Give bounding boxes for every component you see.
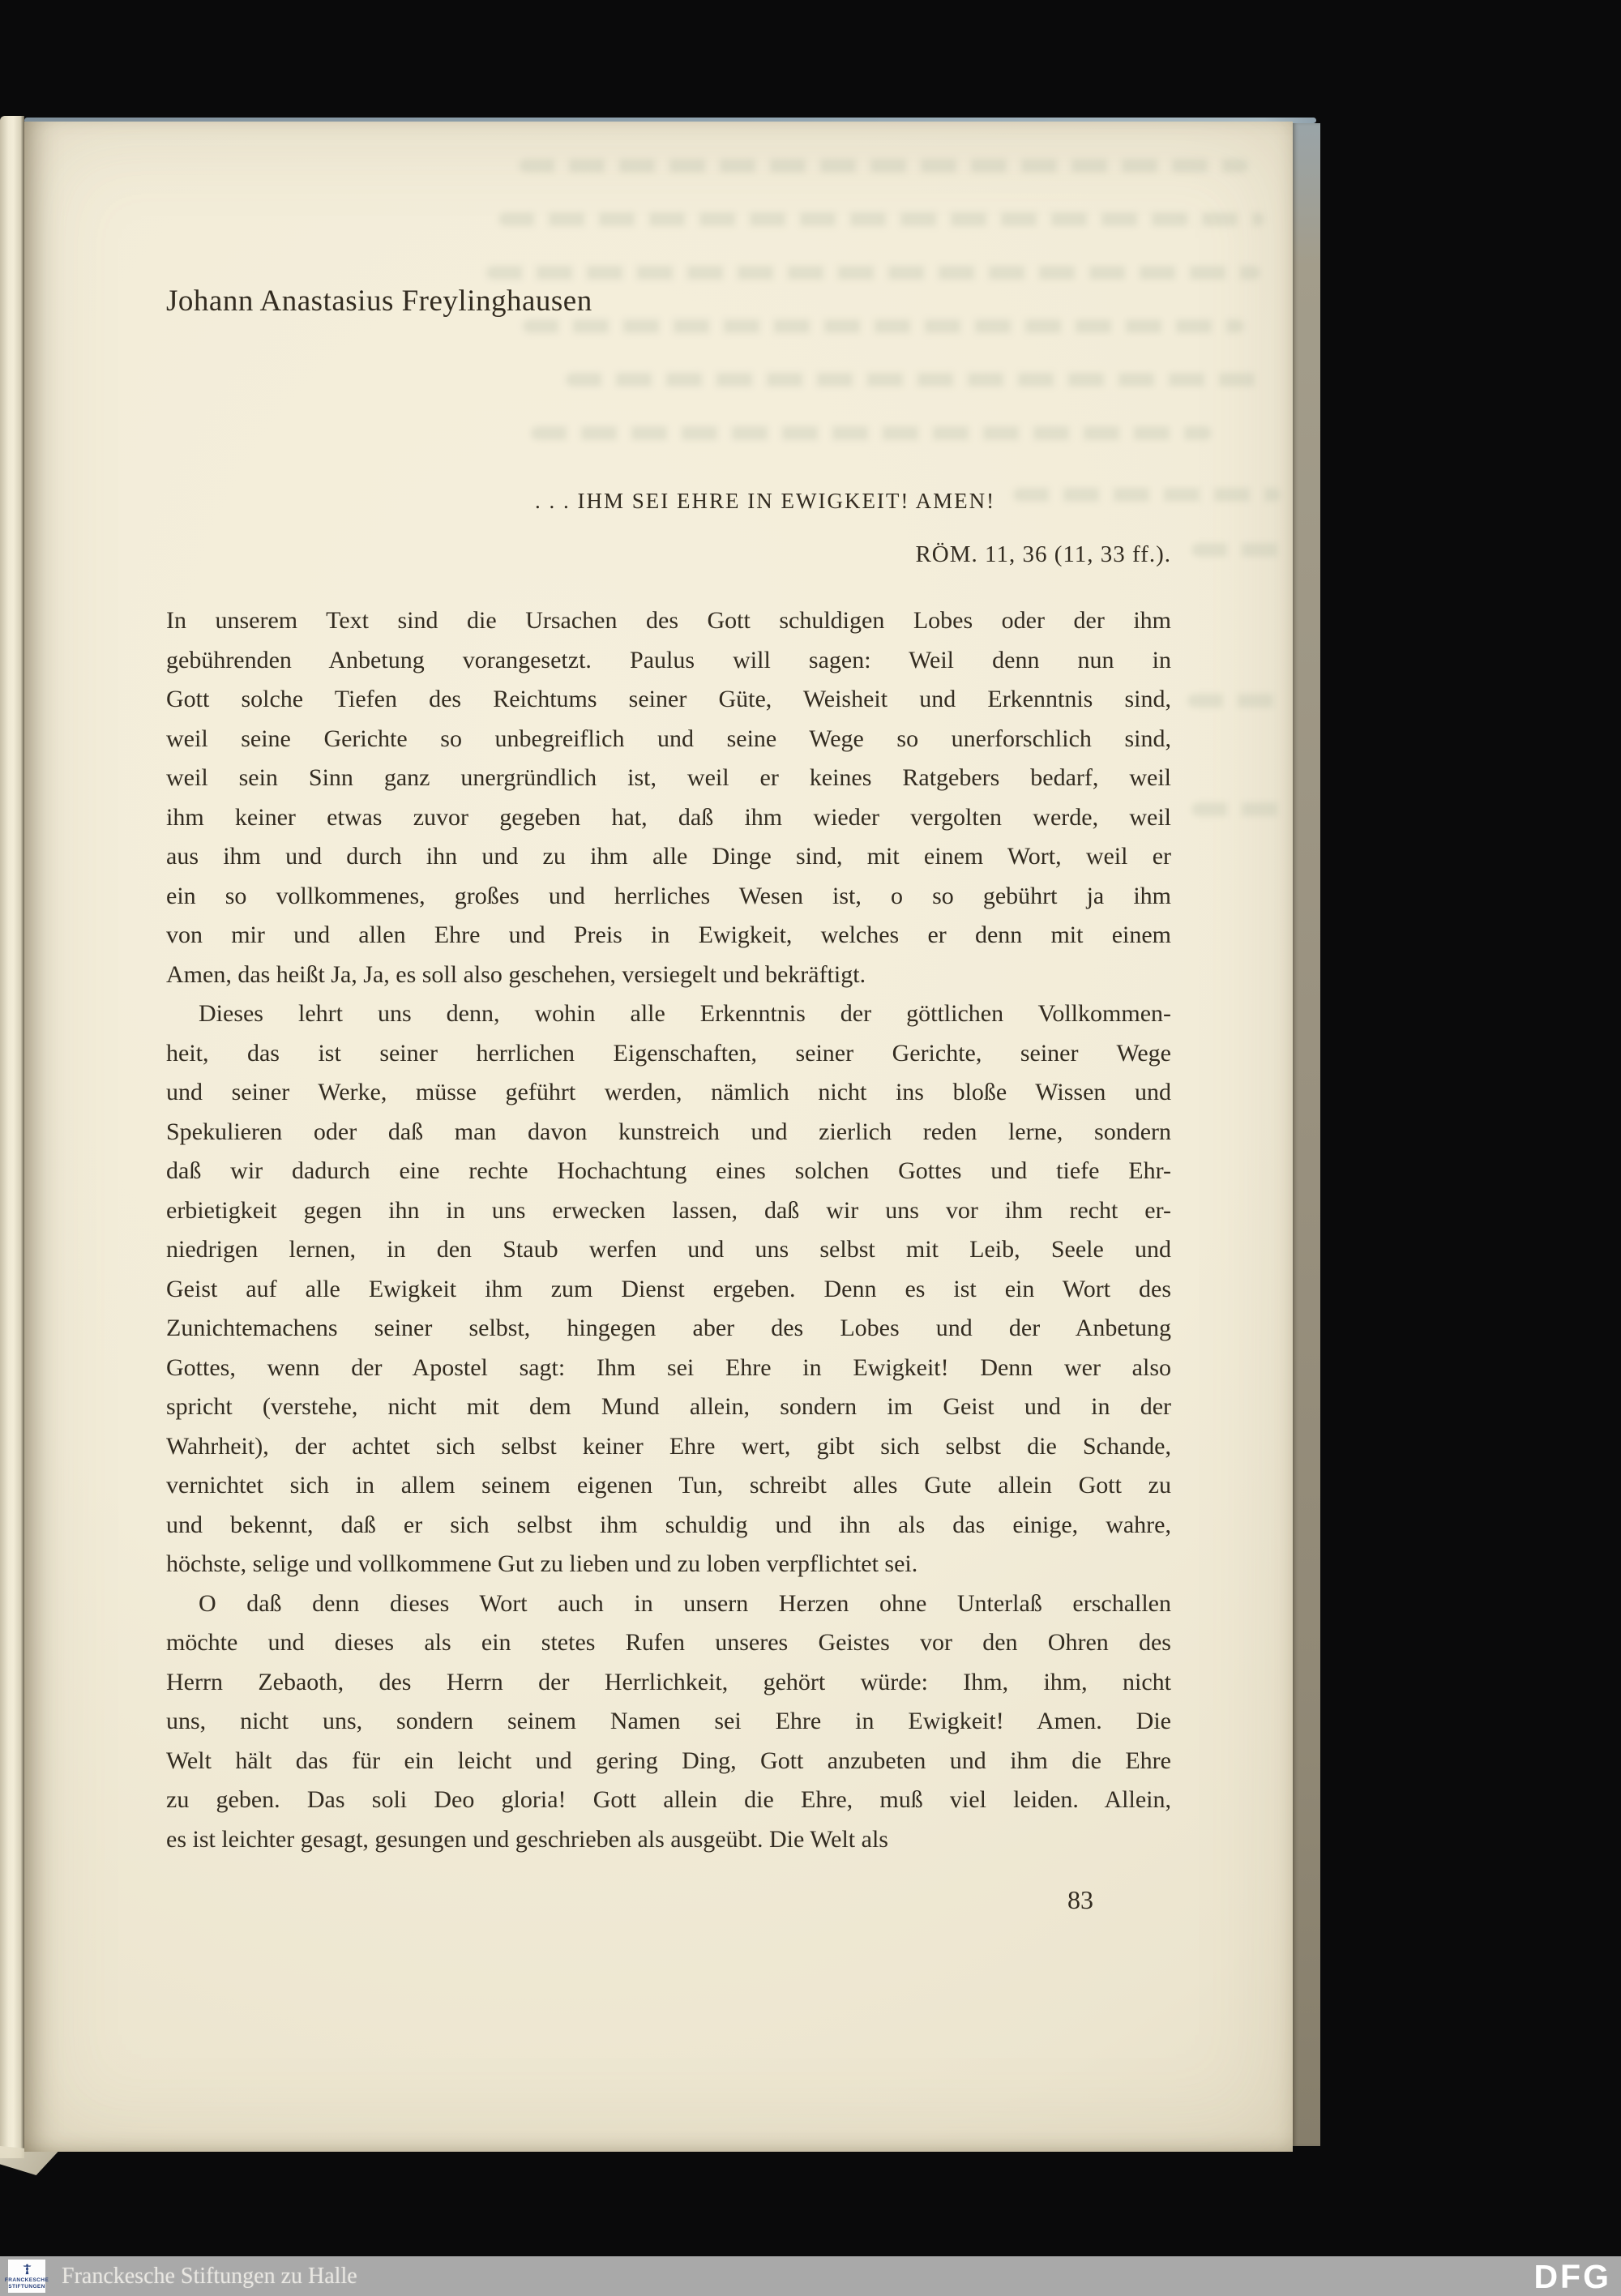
viewer-footer-bar xyxy=(0,2256,1621,2296)
body-text xyxy=(166,601,1171,1859)
bleedthrough-line xyxy=(523,319,1244,333)
text-line: Spekulieren oder daß man davon kunstreich und zierlich reden lerne, sondern xyxy=(166,1118,1171,1145)
adjacent-page-edge xyxy=(0,116,24,2158)
text-line: aus ihm und durch ihn und zu ihm alle Dinge sind, mit einem Wort, weil er xyxy=(166,843,1171,870)
text-line: In unserem Text sind die Ursachen des Gott schuldigen Lobes oder der ihm xyxy=(166,607,1171,634)
running-header: Johann Anastasius Freylinghausen xyxy=(166,284,592,318)
text-line: es ist leichter gesagt, gesungen und geschrieben als ausgeübt. Die Welt als xyxy=(166,1825,888,1853)
text-line: Geist auf alle Ewigkeit ihm zum Dienst ergeben. Denn es ist ein Wort des xyxy=(166,1275,1171,1302)
bleedthrough-line xyxy=(498,212,1264,226)
bleedthrough-line xyxy=(566,373,1263,387)
logo-text: STIFTUNGEN xyxy=(8,2283,45,2290)
text-line: möchte und dieses als ein stetes Rufen unseres Geistes vor den Ohren des xyxy=(166,1629,1171,1656)
text-line: Dieses lehrt uns denn, wohin alle Erkenntnis der göttlichen Vollkommen- xyxy=(199,1000,1171,1027)
text-line: von mir und allen Ehre und Preis in Ewigkeit, welches er denn mit einem xyxy=(166,921,1171,948)
text-line: Zunichtemachens seiner selbst, hingegen aber des Lobes und der Anbetung xyxy=(166,1315,1171,1341)
dfg-logo: DFG xyxy=(1533,2258,1611,2295)
text-line: Gott solche Tiefen des Reichtums seiner Güte, Weisheit und Erkenntnis sind, xyxy=(166,686,1171,712)
text-line: Herrn Zebaoth, des Herrn der Herrlichkeit, gehört würde: Ihm, ihm, nicht xyxy=(166,1668,1171,1695)
bleedthrough-line xyxy=(1187,694,1285,708)
text-line: Wahrheit), der achtet sich selbst keiner Ehre wert, gibt sich selbst die Schande, xyxy=(166,1432,1171,1460)
text-line: ein so vollkommenes, großes und herrliches Wesen ist, o so gebührt ja ihm xyxy=(166,882,1171,909)
bleedthrough-line xyxy=(531,426,1212,440)
scripture-reference: RÖM. 11, 36 (11, 33 ff.). xyxy=(915,541,1171,567)
text-line: uns, nicht uns, sondern seinem Namen sei Ehre in Ewigkeit! Amen. Die xyxy=(166,1708,1171,1734)
text-line: gebührenden Anbetung vorangesetzt. Paulus will sagen: Weil denn nun in xyxy=(166,646,1171,673)
text-line: zu geben. Das soli Deo gloria! Gott allein die Ehre, muß viel leiden. Allein, xyxy=(166,1786,1171,1813)
epigraph: . . . IHM SEI EHRE IN EWIGKEIT! AMEN! xyxy=(535,489,996,513)
text-line: O daß denn dieses Wort auch in unsern Herzen ohne Unterlaß erschallen xyxy=(199,1589,1171,1617)
bleedthrough-line xyxy=(519,159,1248,173)
bleedthrough-line xyxy=(1013,488,1281,502)
text-line: Amen, das heißt Ja, Ja, es soll also geschehen, versiegelt und bekräftigt. xyxy=(166,960,866,988)
text-line: weil seine Gerichte so unbegreiflich und seine Wege so unerforschlich sind, xyxy=(166,725,1171,752)
text-line: heit, das ist seiner herrlichen Eigenschaften, seiner Gerichte, seiner Wege xyxy=(166,1039,1171,1067)
text-line: weil sein Sinn ganz unergründlich ist, weil er keines Ratgebers bedarf, weil xyxy=(166,764,1171,791)
text-line: und seiner Werke, müsse geführt werden, nämlich nicht ins bloße Wissen und xyxy=(166,1079,1171,1105)
page-number: 83 xyxy=(1067,1885,1093,1914)
bleedthrough-line xyxy=(1191,802,1282,816)
text-line: daß wir dadurch eine rechte Hochachtung eines solchen Gottes und tiefe Ehr- xyxy=(166,1157,1171,1184)
bleedthrough-line xyxy=(486,266,1260,280)
logo-text: FRANCKESCHE xyxy=(4,2277,49,2283)
text-line: niedrigen lernen, in den Staub werfen und uns selbst mit Leib, Seele und xyxy=(166,1236,1171,1263)
franckesche-logo xyxy=(4,2260,49,2293)
text-line: erbietigkeit gegen ihn in uns erwecken lassen, daß wir uns vor ihm recht er- xyxy=(166,1196,1171,1224)
text-line: ihm keiner etwas zuvor gegeben hat, daß ihm wieder vergolten werde, weil xyxy=(166,803,1171,831)
bleedthrough-line xyxy=(1191,543,1285,557)
text-line: spricht (verstehe, nicht mit dem Mund allein, sondern im Geist und in der xyxy=(166,1393,1171,1420)
text-line: Gottes, wenn der Apostel sagt: Ihm sei Ehre in Ewigkeit! Denn wer also xyxy=(166,1353,1171,1381)
institution-label: Franckesche Stiftungen zu Halle xyxy=(62,2264,357,2289)
text-line: vernichtet sich in allem seinem eigenen Tun, schreibt alles Gute allein Gott zu xyxy=(166,1472,1171,1499)
book-fore-edge xyxy=(1293,123,1320,2146)
franckesche-emblem-icon xyxy=(21,2264,33,2276)
text-line: Welt hält das für ein leicht und gering Ding, Gott anzubeten und ihm die Ehre xyxy=(166,1747,1171,1774)
text-line: und bekennt, daß er sich selbst ihm schuldig und ihn als das einige, wahre, xyxy=(166,1511,1171,1538)
text-line: höchste, selige und vollkommene Gut zu lieben und zu loben verpflichtet sei. xyxy=(166,1550,918,1577)
